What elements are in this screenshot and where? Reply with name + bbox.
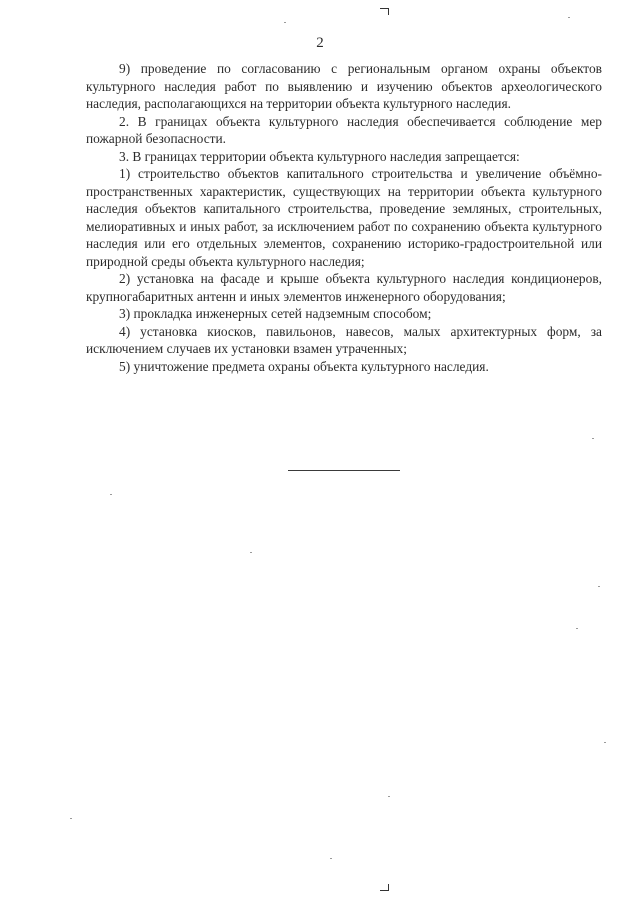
paragraph-item-4: 4) установка киосков, павильонов, навесов, малых архитектурных форм, за исключением случаев их установки взамен утраченных; xyxy=(86,323,602,356)
paragraph-section-2: 2. В границах объекта культурного наследия обеспечивается соблюдение мер пожарной безопасности. xyxy=(86,113,602,146)
paragraph-item-1: 1) строительство объектов капитального строительства и увеличение объёмно-пространственных характеристик, существующих на территории объекта культурного наследия объектов капитального строительства, проведение земляных, строительных, мелиоративных и иных работ, за исключением работ по сохранению объекта культурного наследия или его отдельных элементов, сохранению историко-градостроительной или природной среды объекта культурного наследия; xyxy=(86,166,602,269)
paragraph-item-9: 9) проведение по согласованию с региональным органом охраны объектов культурного наследия работ по выявлению и изучению объектов археологического наследия, располагающихся на территории объекта культурного наследия. xyxy=(86,61,602,111)
scan-speck xyxy=(592,438,594,439)
page-number: 2 xyxy=(316,35,324,51)
scan-speck xyxy=(110,494,112,495)
scan-speck xyxy=(576,628,578,629)
paragraph-item-3: 3) прокладка инженерных сетей надземным способом; xyxy=(119,306,432,321)
end-divider-line xyxy=(288,470,400,471)
paragraph-item-5: 5) уничтожение предмета охраны объекта культурного наследия. xyxy=(119,358,489,374)
scan-speck xyxy=(284,22,286,23)
document-body xyxy=(86,60,602,375)
scan-speck xyxy=(330,858,332,859)
scan-speck xyxy=(250,552,252,553)
paragraph-item-2: 2) установка на фасаде и крыше объекта культурного наследия кондиционеров, крупногабаритных антенн и иных элементов инженерного оборудования; xyxy=(86,271,602,304)
scan-speck xyxy=(568,17,570,18)
scan-corner-mark-top xyxy=(380,8,389,15)
paragraph-section-3: 3. В границах территории объекта культурного наследия запрещается: xyxy=(119,148,520,164)
scan-speck xyxy=(598,586,600,587)
scan-corner-mark-bottom xyxy=(380,884,389,891)
scan-speck xyxy=(388,796,390,797)
scan-speck xyxy=(604,742,606,743)
scan-speck xyxy=(70,818,72,819)
